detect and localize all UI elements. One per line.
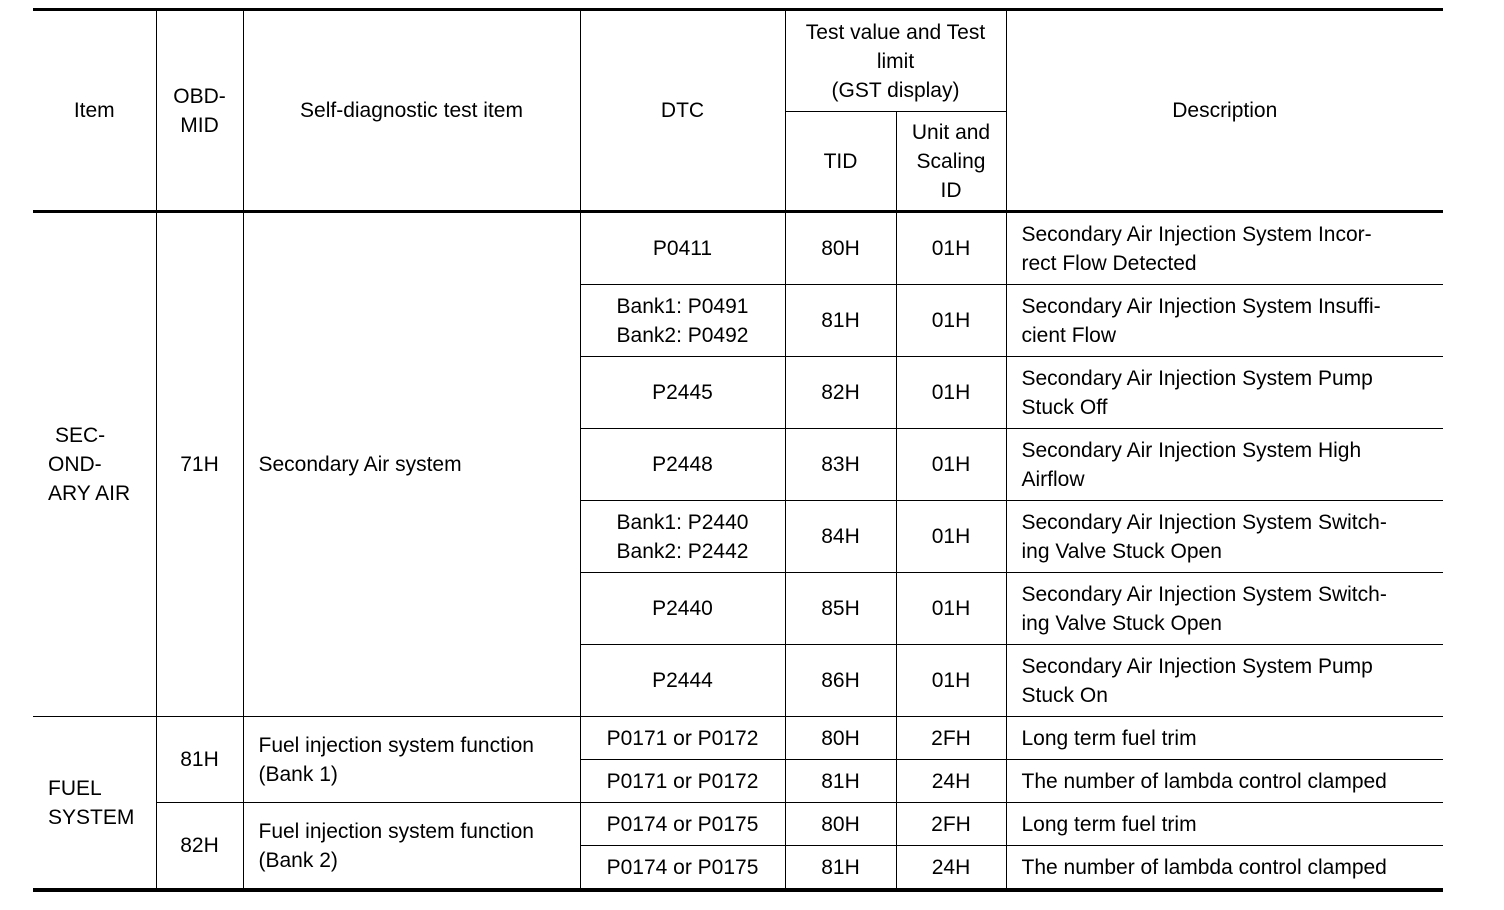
description-line: Secondary Air Injection System Switch- [1021,582,1387,606]
table-row [33,803,1443,846]
header-unit-scaling [896,112,1006,212]
obd-test-table-page [33,8,1443,892]
dtc-cell: P0171 or P0172 [580,760,785,803]
dtc-line: Bank2: P0492 [616,323,749,347]
self-diag-line: (Bank 2) [258,848,338,872]
description-line: Stuck Off [1021,395,1108,419]
description-cell [1006,573,1443,645]
dtc-cell: P2448 [580,429,785,501]
tid-cell: 82H [785,357,896,429]
self-diag-cell [243,803,580,891]
description-cell [1006,212,1443,285]
unit-cell: 01H [896,573,1006,645]
item-line: SEC- [55,424,106,447]
dtc-line: Bank1: P2440 [616,510,749,534]
item-cell-secondary-air [33,212,156,717]
item-cell-fuel-system [33,717,156,891]
dtc-cell [580,501,785,573]
description-cell [1006,645,1443,717]
dtc-cell: P2445 [580,357,785,429]
unit-cell: 24H [896,846,1006,891]
unit-cell: 2FH [896,803,1006,846]
item-line: OND- [48,453,102,476]
header-unit-line: Unit and [911,120,991,144]
header-unit-line: Scaling [916,149,986,173]
table-header [33,10,1443,212]
description-cell [1006,501,1443,573]
description-line: Stuck On [1021,683,1108,707]
description-line: Secondary Air Injection System High [1021,438,1362,462]
item-line: SYSTEM [48,805,135,829]
description-cell [1006,357,1443,429]
description-cell: The number of lambda control clamped [1006,760,1443,803]
self-diag-line: Fuel injection system function [258,819,534,843]
dtc-line: Bank1: P0491 [616,294,749,318]
tid-cell: 80H [785,212,896,285]
dtc-cell: P2440 [580,573,785,645]
obd-mid-cell: 81H [156,717,243,803]
header-self-diagnostic: Self-diagnostic test item [243,10,580,212]
description-line: cient Flow [1021,323,1117,347]
header-dtc: DTC [580,10,785,212]
dtc-cell: P0171 or P0172 [580,717,785,760]
unit-cell: 01H [896,429,1006,501]
header-test-value-line: (GST display) [831,78,960,102]
tid-cell: 84H [785,501,896,573]
self-diag-cell [243,717,580,803]
header-item: Item [33,10,156,212]
self-diag-line: (Bank 1) [258,762,338,786]
table-row [33,717,1443,760]
header-test-value-line: Test value and Test [805,20,986,44]
tid-cell: 83H [785,429,896,501]
tid-cell: 81H [785,760,896,803]
description-cell [1006,285,1443,357]
obd-test-table [33,8,1443,892]
obd-mid-cell: 82H [156,803,243,891]
description-line: Secondary Air Injection System Incor- [1021,222,1372,246]
tid-cell: 86H [785,645,896,717]
header-obd-mid-line: MID [180,113,219,137]
unit-cell: 01H [896,212,1006,285]
table-body [33,212,1443,891]
description-line: Airflow [1021,467,1085,491]
dtc-cell [580,285,785,357]
obd-mid-cell: 71H [156,212,243,717]
description-line: Secondary Air Injection System Insuffi- [1021,294,1381,318]
description-cell: Long term fuel trim [1006,717,1443,760]
tid-cell: 80H [785,803,896,846]
description-line: Secondary Air Injection System Pump [1021,654,1373,678]
header-description: Description [1006,10,1443,212]
description-line: Secondary Air Injection System Pump [1021,366,1373,390]
description-line: ing Valve Stuck Open [1021,539,1222,563]
description-cell [1006,429,1443,501]
item-line: FUEL [48,776,102,800]
description-line: rect Flow Detected [1021,251,1197,275]
unit-cell: 01H [896,645,1006,717]
table-row [33,212,1443,285]
header-tid: TID [785,112,896,212]
header-unit-line: ID [940,178,962,202]
unit-cell: 2FH [896,717,1006,760]
tid-cell: 81H [785,846,896,891]
description-cell: Long term fuel trim [1006,803,1443,846]
dtc-line: Bank2: P2442 [616,539,749,563]
unit-cell: 24H [896,760,1006,803]
header-obd-mid-line: OBD- [173,84,226,108]
self-diag-line: Fuel injection system function [258,733,534,757]
header-test-value [785,10,1006,112]
dtc-cell: P0411 [580,212,785,285]
unit-cell: 01H [896,501,1006,573]
description-cell: The number of lambda control clamped [1006,846,1443,891]
unit-cell: 01H [896,357,1006,429]
description-line: Secondary Air Injection System Switch- [1021,510,1387,534]
description-line: ing Valve Stuck Open [1021,611,1222,635]
tid-cell: 81H [785,285,896,357]
item-line: ARY AIR [48,482,131,505]
header-obd-mid [156,10,243,212]
tid-cell: 85H [785,573,896,645]
header-test-value-line: limit [876,49,915,73]
self-diag-cell: Secondary Air system [243,212,580,717]
dtc-cell: P2444 [580,645,785,717]
dtc-cell: P0174 or P0175 [580,846,785,891]
dtc-cell: P0174 or P0175 [580,803,785,846]
unit-cell: 01H [896,285,1006,357]
tid-cell: 80H [785,717,896,760]
